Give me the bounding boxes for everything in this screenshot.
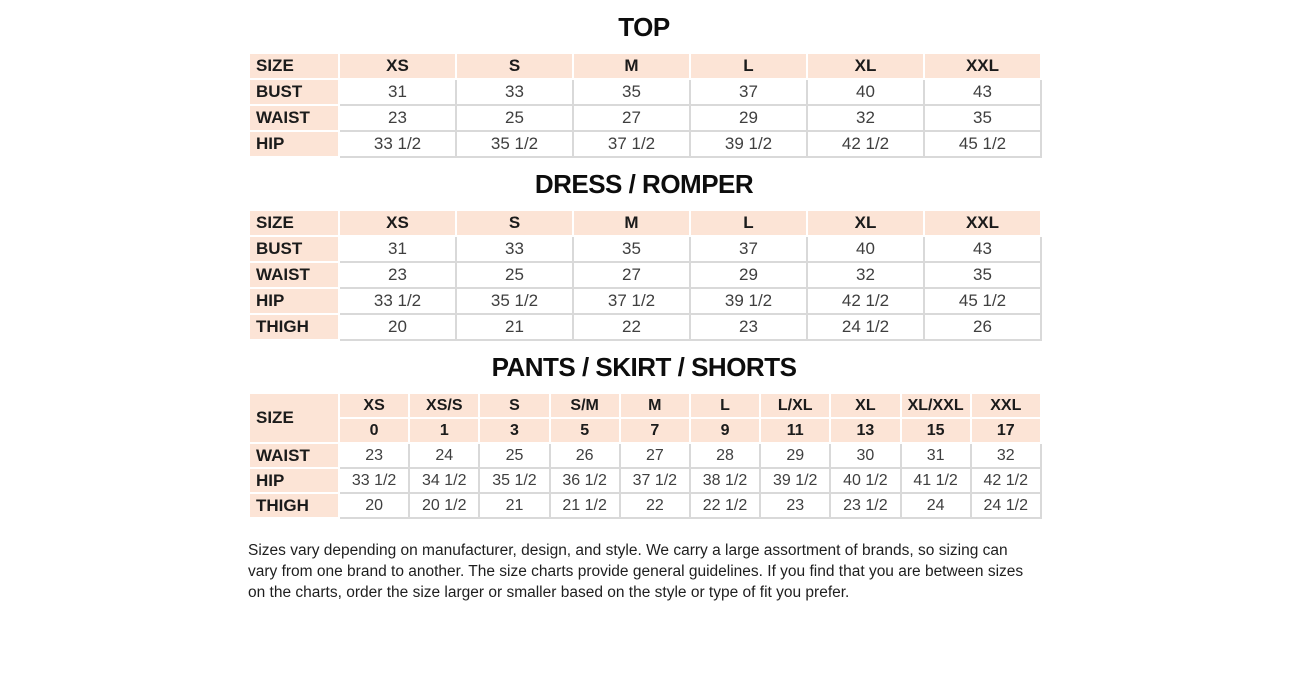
data-cell: 33 1/2 xyxy=(339,468,409,493)
table-row xyxy=(249,262,1041,288)
data-cell: 43 xyxy=(924,79,1041,105)
data-cell: 29 xyxy=(690,105,807,131)
data-cell: 37 1/2 xyxy=(573,288,690,314)
data-cell: 39 1/2 xyxy=(760,468,830,493)
pants-skirt-shorts-size-table xyxy=(248,392,1042,519)
size-header-label: SIZE xyxy=(249,393,339,443)
table-row xyxy=(249,79,1041,105)
table-row xyxy=(249,493,1041,518)
data-cell: 37 1/2 xyxy=(620,468,690,493)
data-cell: 42 1/2 xyxy=(807,131,924,157)
data-cell: 35 1/2 xyxy=(456,288,573,314)
data-cell: 23 xyxy=(339,443,409,468)
data-cell: 22 xyxy=(620,493,690,518)
column-header-numeric: 3 xyxy=(479,418,549,443)
data-cell: 27 xyxy=(573,105,690,131)
column-header: M xyxy=(573,53,690,79)
column-header: L/XL xyxy=(760,393,830,418)
table-row xyxy=(249,105,1041,131)
top-section-title: TOP xyxy=(618,12,670,42)
data-cell: 35 xyxy=(573,79,690,105)
column-header: XS xyxy=(339,393,409,418)
data-cell: 40 1/2 xyxy=(830,468,900,493)
data-cell: 27 xyxy=(620,443,690,468)
data-cell: 22 xyxy=(573,314,690,340)
column-header-numeric: 13 xyxy=(830,418,900,443)
column-header: XXL xyxy=(971,393,1041,418)
data-cell: 30 xyxy=(830,443,900,468)
data-cell: 35 xyxy=(573,236,690,262)
table-row xyxy=(249,131,1041,157)
data-cell: 23 1/2 xyxy=(830,493,900,518)
column-header: XL xyxy=(830,393,900,418)
data-cell: 24 1/2 xyxy=(807,314,924,340)
data-cell: 26 xyxy=(550,443,620,468)
data-cell: 37 1/2 xyxy=(573,131,690,157)
size-chart-document xyxy=(248,0,1040,603)
data-cell: 23 xyxy=(690,314,807,340)
column-header: L xyxy=(690,393,760,418)
dress-romper-size-table xyxy=(248,209,1042,341)
data-cell: 42 1/2 xyxy=(971,468,1041,493)
data-cell: 20 1/2 xyxy=(409,493,479,518)
row-label: HIP xyxy=(249,288,339,314)
data-cell: 34 1/2 xyxy=(409,468,479,493)
column-header-numeric: 9 xyxy=(690,418,760,443)
data-cell: 23 xyxy=(339,105,456,131)
data-cell: 28 xyxy=(690,443,760,468)
data-cell: 33 xyxy=(456,236,573,262)
column-header-numeric: 0 xyxy=(339,418,409,443)
size-header-label: SIZE xyxy=(249,53,339,79)
column-header: M xyxy=(620,393,690,418)
table-header-row-letters xyxy=(249,393,1041,418)
row-label: THIGH xyxy=(249,314,339,340)
data-cell: 26 xyxy=(924,314,1041,340)
table-header-row xyxy=(249,53,1041,79)
row-label: THIGH xyxy=(249,493,339,518)
data-cell: 37 xyxy=(690,236,807,262)
data-cell: 36 1/2 xyxy=(550,468,620,493)
data-cell: 45 1/2 xyxy=(924,131,1041,157)
row-label: WAIST xyxy=(249,262,339,288)
column-header-numeric: 15 xyxy=(901,418,971,443)
data-cell: 39 1/2 xyxy=(690,288,807,314)
column-header: L xyxy=(690,53,807,79)
data-cell: 33 1/2 xyxy=(339,288,456,314)
pants-skirt-shorts-section-title: PANTS / SKIRT / SHORTS xyxy=(491,352,797,382)
data-cell: 35 xyxy=(924,105,1041,131)
column-header: XS xyxy=(339,210,456,236)
data-cell: 24 xyxy=(409,443,479,468)
data-cell: 25 xyxy=(479,443,549,468)
table-row xyxy=(249,236,1041,262)
data-cell: 39 1/2 xyxy=(690,131,807,157)
data-cell: 35 1/2 xyxy=(456,131,573,157)
data-cell: 32 xyxy=(807,105,924,131)
data-cell: 20 xyxy=(339,493,409,518)
data-cell: 27 xyxy=(573,262,690,288)
data-cell: 29 xyxy=(690,262,807,288)
table-header-row-numbers xyxy=(249,418,1041,443)
data-cell: 31 xyxy=(339,79,456,105)
column-header: L xyxy=(690,210,807,236)
data-cell: 24 1/2 xyxy=(971,493,1041,518)
size-header-label: SIZE xyxy=(249,210,339,236)
data-cell: 23 xyxy=(339,262,456,288)
column-header: XXL xyxy=(924,210,1041,236)
row-label: WAIST xyxy=(249,443,339,468)
data-cell: 33 xyxy=(456,79,573,105)
row-label: BUST xyxy=(249,79,339,105)
data-cell: 38 1/2 xyxy=(690,468,760,493)
data-cell: 21 xyxy=(479,493,549,518)
data-cell: 40 xyxy=(807,79,924,105)
table-row xyxy=(249,288,1041,314)
data-cell: 37 xyxy=(690,79,807,105)
data-cell: 45 1/2 xyxy=(924,288,1041,314)
data-cell: 23 xyxy=(760,493,830,518)
data-cell: 24 xyxy=(901,493,971,518)
data-cell: 35 1/2 xyxy=(479,468,549,493)
data-cell: 35 xyxy=(924,262,1041,288)
data-cell: 21 1/2 xyxy=(550,493,620,518)
table-header-row xyxy=(249,210,1041,236)
data-cell: 43 xyxy=(924,236,1041,262)
data-cell: 29 xyxy=(760,443,830,468)
column-header-numeric: 5 xyxy=(550,418,620,443)
data-cell: 25 xyxy=(456,105,573,131)
data-cell: 42 1/2 xyxy=(807,288,924,314)
column-header: XL xyxy=(807,210,924,236)
row-label: HIP xyxy=(249,131,339,157)
column-header: XS xyxy=(339,53,456,79)
dress-romper-section-title: DRESS / ROMPER xyxy=(534,169,754,199)
data-cell: 41 1/2 xyxy=(901,468,971,493)
column-header: XXL xyxy=(924,53,1041,79)
column-header: XS/S xyxy=(409,393,479,418)
data-cell: 31 xyxy=(339,236,456,262)
column-header-numeric: 7 xyxy=(620,418,690,443)
column-header-numeric: 1 xyxy=(409,418,479,443)
column-header: S xyxy=(479,393,549,418)
data-cell: 40 xyxy=(807,236,924,262)
sizing-disclaimer-text: Sizes vary depending on manufacturer, design, and style. We carry a large assortment of brands, so sizing can vary from one brand to another. The size charts provide general guidelines. If you find that you are between sizes on the charts, order the size larger or smaller based on the style or type of fit you prefer. xyxy=(248,542,1024,601)
column-header: S/M xyxy=(550,393,620,418)
column-header: S xyxy=(456,210,573,236)
table-row xyxy=(249,468,1041,493)
column-header: XL/XXL xyxy=(901,393,971,418)
data-cell: 33 1/2 xyxy=(339,131,456,157)
column-header-numeric: 17 xyxy=(971,418,1041,443)
table-row xyxy=(249,314,1041,340)
column-header: M xyxy=(573,210,690,236)
data-cell: 32 xyxy=(971,443,1041,468)
row-label: BUST xyxy=(249,236,339,262)
column-header-numeric: 11 xyxy=(760,418,830,443)
data-cell: 31 xyxy=(901,443,971,468)
data-cell: 20 xyxy=(339,314,456,340)
data-cell: 21 xyxy=(456,314,573,340)
data-cell: 25 xyxy=(456,262,573,288)
top-size-table xyxy=(248,52,1042,158)
data-cell: 32 xyxy=(807,262,924,288)
table-row xyxy=(249,443,1041,468)
data-cell: 22 1/2 xyxy=(690,493,760,518)
column-header: S xyxy=(456,53,573,79)
column-header: XL xyxy=(807,53,924,79)
row-label: WAIST xyxy=(249,105,339,131)
row-label: HIP xyxy=(249,468,339,493)
